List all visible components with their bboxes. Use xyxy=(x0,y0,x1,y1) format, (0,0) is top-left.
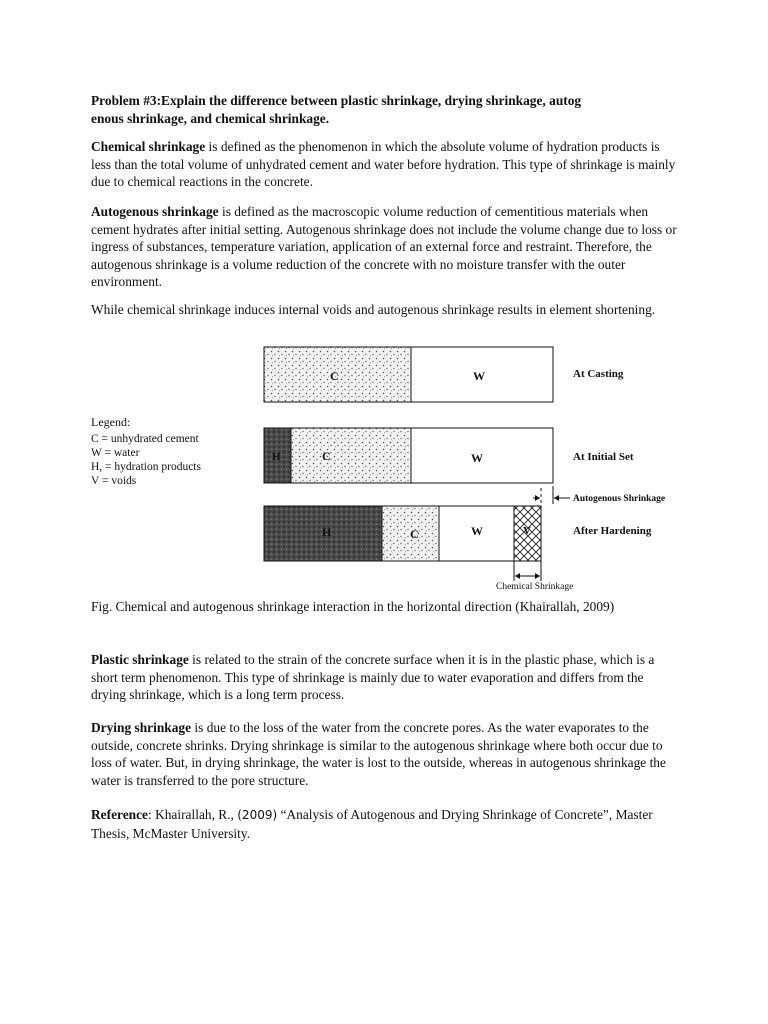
reference-label: Reference xyxy=(91,807,148,822)
chemical-shrinkage-marker xyxy=(496,561,573,592)
problem-title xyxy=(91,92,681,127)
figure-legend xyxy=(91,415,201,487)
hydration-letter: H xyxy=(322,525,332,539)
shrinkage-figure xyxy=(88,336,682,594)
hydration-letter: H xyxy=(272,451,281,463)
reference-text: “Analysis of Autogenous and Drying Shrinkage of Concrete”, Master Thesis, McMaster University. xyxy=(91,807,653,841)
autogenous-shrinkage-marker xyxy=(533,486,665,558)
reference-paragraph xyxy=(91,806,681,842)
title-line-2: enous shrinkage, and chemical shrinkage. xyxy=(91,110,330,126)
water-letter: W xyxy=(473,369,485,383)
cement-segment xyxy=(291,428,411,483)
cement-letter: C xyxy=(330,369,339,383)
water-letter: W xyxy=(471,524,483,538)
legend-item-cement: C = unhydrated cement xyxy=(91,433,199,445)
title-line-1: Problem #3:Explain the difference between plastic shrinkage, drying shrinkage, autog xyxy=(91,93,582,108)
autogenous-shrinkage-term: Autogenous shrinkage xyxy=(91,204,219,219)
row-at-casting xyxy=(264,347,624,402)
voids-shortening-paragraph: While chemical shrinkage induces internal voids and autogenous shrinkage results in element shortening. xyxy=(91,302,656,317)
legend-item-water: W = water xyxy=(91,447,140,459)
drying-shrinkage-text: is due to the loss of the water from the concrete pores. As the water evaporates to the outside, concrete shrinks. Drying shrinkage is similar to the autogenous shrinkage where both occur due to loss of water. But, in drying shrinkage, the water is lost to the outside, whereas in autogenous shrinkage the water is transferred to the pore structure. xyxy=(91,720,666,788)
legend-item-hydration: H, = hydration products xyxy=(91,461,201,473)
row-after-hardening xyxy=(264,506,652,561)
row-label-at-casting: At Casting xyxy=(573,368,624,380)
reference-year: (2009) xyxy=(237,808,278,822)
drying-shrinkage-paragraph xyxy=(91,719,681,789)
drying-shrinkage-term: Drying shrinkage xyxy=(91,720,192,735)
cement-letter: C xyxy=(322,449,331,463)
figure-caption: Fig. Chemical and autogenous shrinkage interaction in the horizontal direction (Khairallah, 2009) xyxy=(91,599,615,614)
autogenous-shrinkage-paragraph xyxy=(91,203,681,291)
reference-author: : Khairallah, R., xyxy=(148,807,238,822)
voids-letter: V xyxy=(523,525,531,537)
shrinkage-diagram xyxy=(88,336,682,594)
chemical-shrinkage-text: is defined as the phenomenon in which the absolute volume of hydration products is less than the total volume of unhydrated cement and water before hydration. This type of shrinkage is mainly due to chemical reactions in the concrete. xyxy=(91,139,676,190)
autogenous-shrinkage-label: Autogenous Shrinkage xyxy=(573,494,666,504)
chemical-shrinkage-label: Chemical Shrinkage xyxy=(496,582,574,592)
plastic-shrinkage-text: is related to the strain of the concrete surface when it is in the plastic phase, which is a short term phenomenon. This type of shrinkage is mainly due to water evaporation and differs from the drying shrinkage, which is a long term process. xyxy=(91,652,655,703)
autogenous-shrinkage-text: is defined as the macroscopic volume reduction of cementitious materials when cement hydrates after initial setting. Autogenous shrinkage does not include the volume change due to loss or ingress of substances, temperature variation, application of an external force and restraint. Therefore, the autogenous shrinkage is a volume reduction of the concrete with no moisture transfer with the outer environment. xyxy=(91,204,677,290)
legend-title: Legend: xyxy=(91,415,131,429)
chemical-shrinkage-term: Chemical shrinkage xyxy=(91,139,206,154)
row-label-at-initial-set: At Initial Set xyxy=(573,451,634,463)
water-letter: W xyxy=(471,451,483,465)
plastic-shrinkage-paragraph xyxy=(91,651,681,704)
cement-letter: C xyxy=(410,527,419,541)
plastic-shrinkage-term: Plastic shrinkage xyxy=(91,652,189,667)
chemical-shrinkage-paragraph xyxy=(91,138,681,191)
row-label-after-hardening: After Hardening xyxy=(573,525,652,537)
row-at-initial-set xyxy=(264,428,634,483)
legend-item-voids: V = voids xyxy=(91,475,137,487)
